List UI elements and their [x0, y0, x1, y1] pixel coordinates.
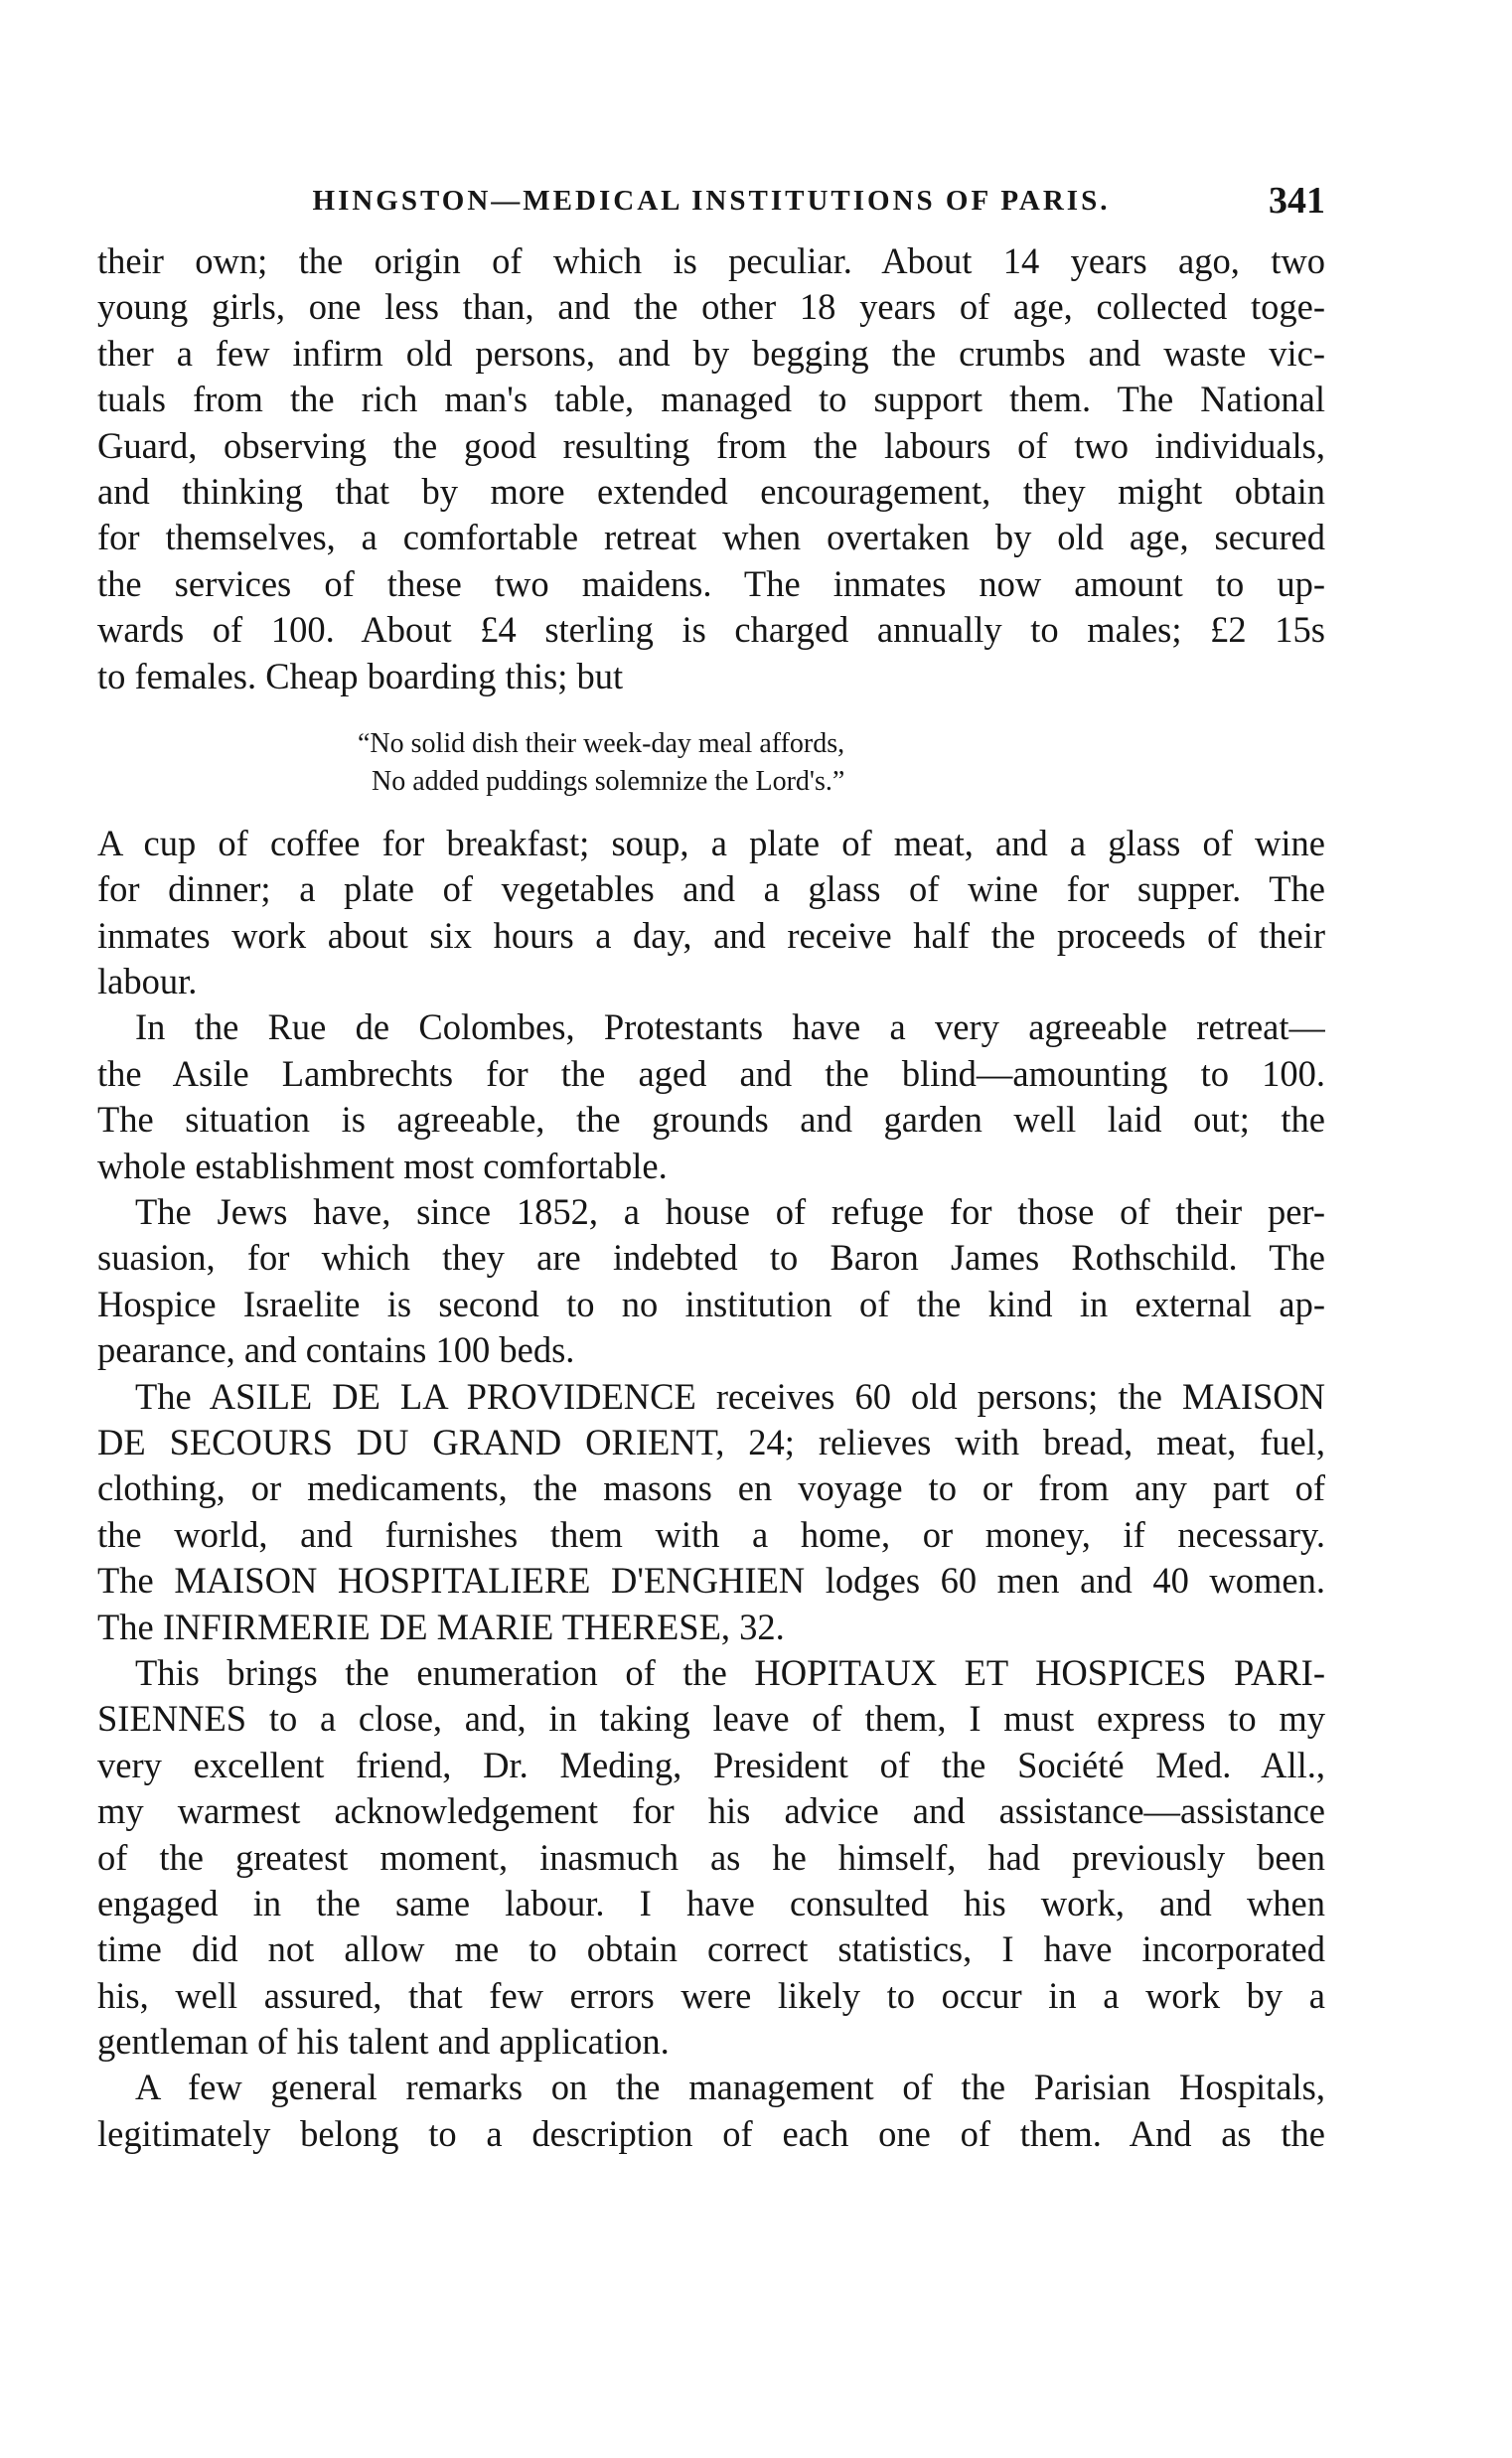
text-line: inmates work about six hours a day, and receive half the proceeds of their: [97, 914, 1325, 956]
text-line: young girls, one less than, and the other 18 years of age, collected toge-: [97, 286, 1325, 328]
paragraph: [97, 821, 1325, 1005]
quote-line: “No solid dish their week-day meal affords,: [358, 727, 845, 759]
text-line: their own; the origin of which is peculiar. About 14 years ago, two: [97, 240, 1325, 281]
text-line: clothing, or medicaments, the masons en voyage to or from any part of: [97, 1467, 1325, 1509]
running-head-title: HINGSTON—MEDICAL INSTITUTIONS OF PARIS.: [312, 185, 1111, 217]
text-line: A cup of coffee for breakfast; soup, a plate of meat, and a glass of wine: [97, 822, 1325, 863]
text-line: The Jews have, since 1852, a house of refuge for those of their per-: [135, 1191, 1325, 1233]
text-line: time did not allow me to obtain correct statistics, I have incorporated: [97, 1928, 1325, 1970]
text-line: Guard, observing the good resulting from the labours of two individuals,: [97, 424, 1325, 466]
text-line: for dinner; a plate of vegetables and a glass of wine for supper. The: [97, 868, 1325, 910]
text-line: wards of 100. About £4 sterling is charged annually to males; £2 15s: [97, 609, 1325, 651]
text-line: DE SECOURS DU GRAND ORIENT, 24; relieves with bread, meat, fuel,: [97, 1421, 1325, 1462]
text-line: whole establishment most comfortable.: [97, 1145, 668, 1186]
text-line: labour.: [97, 961, 198, 1002]
text-line: of the greatest moment, inasmuch as he himself, had previously been: [97, 1836, 1325, 1878]
text-line: This brings the enumeration of the HOPITAUX ET HOSPICES PARI-: [135, 1651, 1325, 1693]
text-line: the world, and furnishes them with a home, or money, if necessary.: [97, 1513, 1325, 1555]
verse-quote: [97, 725, 1325, 801]
text-line: to females. Cheap boarding this; but: [97, 655, 624, 696]
paragraph: [97, 1374, 1325, 1650]
text-line: The INFIRMERIE DE MARIE THERESE, 32.: [97, 1606, 785, 1647]
text-line: The MAISON HOSPITALIERE D'ENGHIEN lodges 60 men and 40 women.: [97, 1560, 1325, 1602]
text-line: suasion, for which they are indebted to Baron James Rothschild. The: [97, 1237, 1325, 1279]
text-line: ther a few infirm old persons, and by begging the crumbs and waste vic-: [97, 332, 1325, 374]
running-head: [97, 179, 1325, 229]
text-line: In the Rue de Colombes, Protestants have a very agreeable retreat—: [135, 1006, 1325, 1048]
text-line: the Asile Lambrechts for the aged and the blind—amounting to 100.: [97, 1052, 1325, 1094]
text-line: gentleman of his talent and application.: [97, 2021, 670, 2063]
text-line: pearance, and contains 100 beds.: [97, 1329, 575, 1371]
text-line: my warmest acknowledgement for his advice and assistance—assistance: [97, 1790, 1325, 1832]
text-line: The ASILE DE LA PROVIDENCE receives 60 old persons; the MAISON: [135, 1375, 1325, 1417]
text-line: The situation is agreeable, the grounds and garden well laid out; the: [97, 1099, 1325, 1141]
paragraph: [97, 2065, 1325, 2157]
text-line: Hospice Israelite is second to no institution of the kind in external ap-: [97, 1283, 1325, 1324]
text-line: A few general remarks on the management of the Parisian Hospitals,: [135, 2067, 1325, 2108]
text-line: SIENNES to a close, and, in taking leave of them, I must express to my: [97, 1698, 1325, 1740]
paragraph: [97, 1189, 1325, 1374]
text-line: legitimately belong to a description of each one of them. And as the: [97, 2112, 1325, 2154]
text-line: for themselves, a comfortable retreat when overtaken by old age, secured: [97, 517, 1325, 558]
paragraph: [97, 238, 1325, 699]
text-line: and thinking that by more extended encouragement, they might obtain: [97, 470, 1325, 512]
text-line: tuals from the rich man's table, managed to support them. The National: [97, 379, 1325, 420]
text-line: very excellent friend, Dr. Meding, President of the Société Med. All.,: [97, 1744, 1325, 1785]
paragraph: [97, 1650, 1325, 2066]
text-line: his, well assured, that few errors were likely to occur in a work by a: [97, 1974, 1325, 2016]
document-page: [97, 179, 1325, 2157]
page-number: 341: [1269, 180, 1325, 222]
quote-line: No added puddings solemnize the Lord's.”: [372, 765, 845, 797]
text-line: the services of these two maidens. The inmates now amount to up-: [97, 562, 1325, 604]
paragraph: [97, 1004, 1325, 1189]
text-line: engaged in the same labour. I have consulted his work, and when: [97, 1882, 1325, 1923]
